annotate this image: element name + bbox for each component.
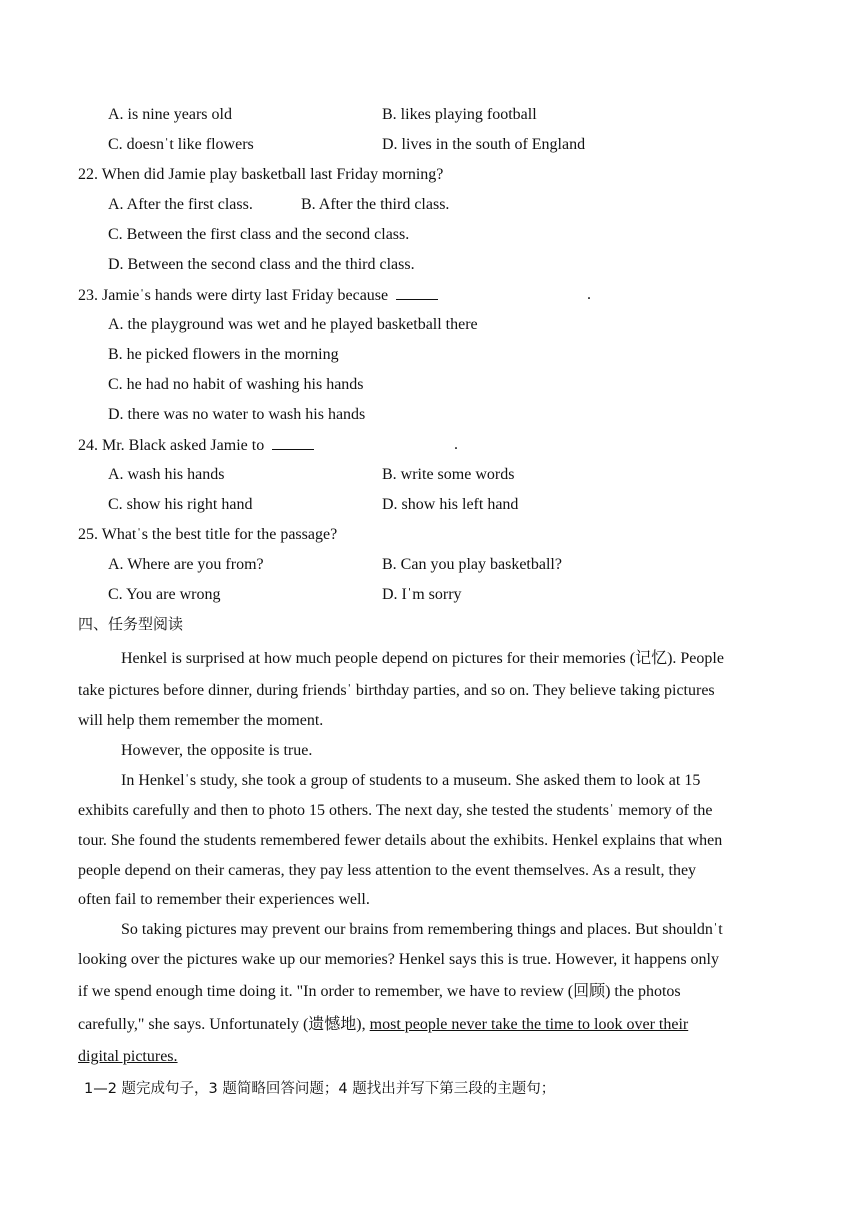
q24-option-d: D. show his left hand [382,496,519,513]
passage-p4-line4 [78,1015,688,1035]
q21-option-b: B. likes playing football [382,106,537,123]
q24-option-a: A. wash his hands [108,466,225,483]
task-instructions: 1—2 题完成句子，3 题简略回答问题；4 题找出并写下第三段的主题句； [84,1081,556,1097]
underlined-sentence-part1: most people never take the time to look over their [369,1016,689,1033]
q25-option-b: B. Can you play basketball? [382,556,562,573]
passage-p3-line3: tour. She found the students remembered fewer details about the exhibits. Henkel explains that when [78,832,723,849]
q22-option-a: A. After the first class. [108,196,253,213]
q22-option-b: B. After the third class. [301,196,450,213]
passage-p4-line4-text: carefully," she says. Unfortunately (遗憾地), [78,1016,370,1033]
q23-option-a: A. the playground was wet and he played basketball there [108,316,478,333]
q23-option-d: D. there was no water to wash his hands [108,406,366,423]
q24-option-c: C. show his right hand [108,496,253,513]
q22-stem: 22. When did Jamie play basketball last Friday morning? [78,166,444,183]
q23-stem [78,285,438,306]
q24-option-b: B. write some words [382,466,515,483]
q23-option-c: C. he had no habit of washing his hands [108,376,364,393]
q25-stem: 25. Whatˈs the best title for the passage? [78,526,338,543]
q24-answer-blank[interactable] [272,435,314,450]
passage-p4-line1: So taking pictures may prevent our brains from remembering things and places. But shouldnˈt [121,921,723,938]
q23-option-b: B. he picked flowers in the morning [108,346,339,363]
passage-p1-line1: Henkel is surprised at how much people depend on pictures for their memories (记忆). People [121,650,724,667]
q23-stem-text: 23. Jamieˈs hands were dirty last Friday because [78,287,389,304]
q21-option-d: D. lives in the south of England [382,136,586,153]
q25-option-c: C. You are wrong [108,586,221,603]
q23-answer-blank[interactable] [396,285,438,300]
q24-stem [78,435,314,456]
passage-p4-line3: if we spend enough time doing it. "In order to remember, we have to review (回顾) the photos [78,983,681,1000]
q22-option-c: C. Between the first class and the second class. [108,226,410,243]
q24-stem-text: 24. Mr. Black asked Jamie to [78,437,265,454]
q25-option-a: A. Where are you from? [108,556,264,573]
section-heading: 四、任务型阅读 [78,615,184,633]
passage-p1-line3: will help them remember the moment. [78,712,324,729]
passage-p2: However, the opposite is true. [121,742,313,759]
q25-option-d: D. Iˈm sorry [382,586,462,603]
q24-stem-end: . [454,436,458,453]
passage-p3-line4: people depend on their cameras, they pay less attention to the event themselves. As a result, they [78,862,697,879]
passage-p1-line2: take pictures before dinner, during friendsˈ birthday parties, and so on. They believe taking pictures [78,682,715,699]
q21-option-c: C. doesnˈt like flowers [108,136,254,153]
passage-p3-line5: often fail to remember their experiences well. [78,891,370,908]
passage-p3-line1: In Henkelˈs study, she took a group of students to a museum. She asked them to look at 15 [121,772,701,789]
passage-p4-line2: looking over the pictures wake up our memories? Henkel says this is true. However, it happens only [78,951,719,968]
underlined-sentence-part2: digital pictures. [78,1048,178,1065]
q23-stem-end: . [587,286,591,303]
q22-option-d: D. Between the second class and the third class. [108,256,415,273]
passage-p3-line2: exhibits carefully and then to photo 15 others. The next day, she tested the studentsˈ memory of the [78,802,713,819]
q21-option-a: A. is nine years old [108,106,232,123]
